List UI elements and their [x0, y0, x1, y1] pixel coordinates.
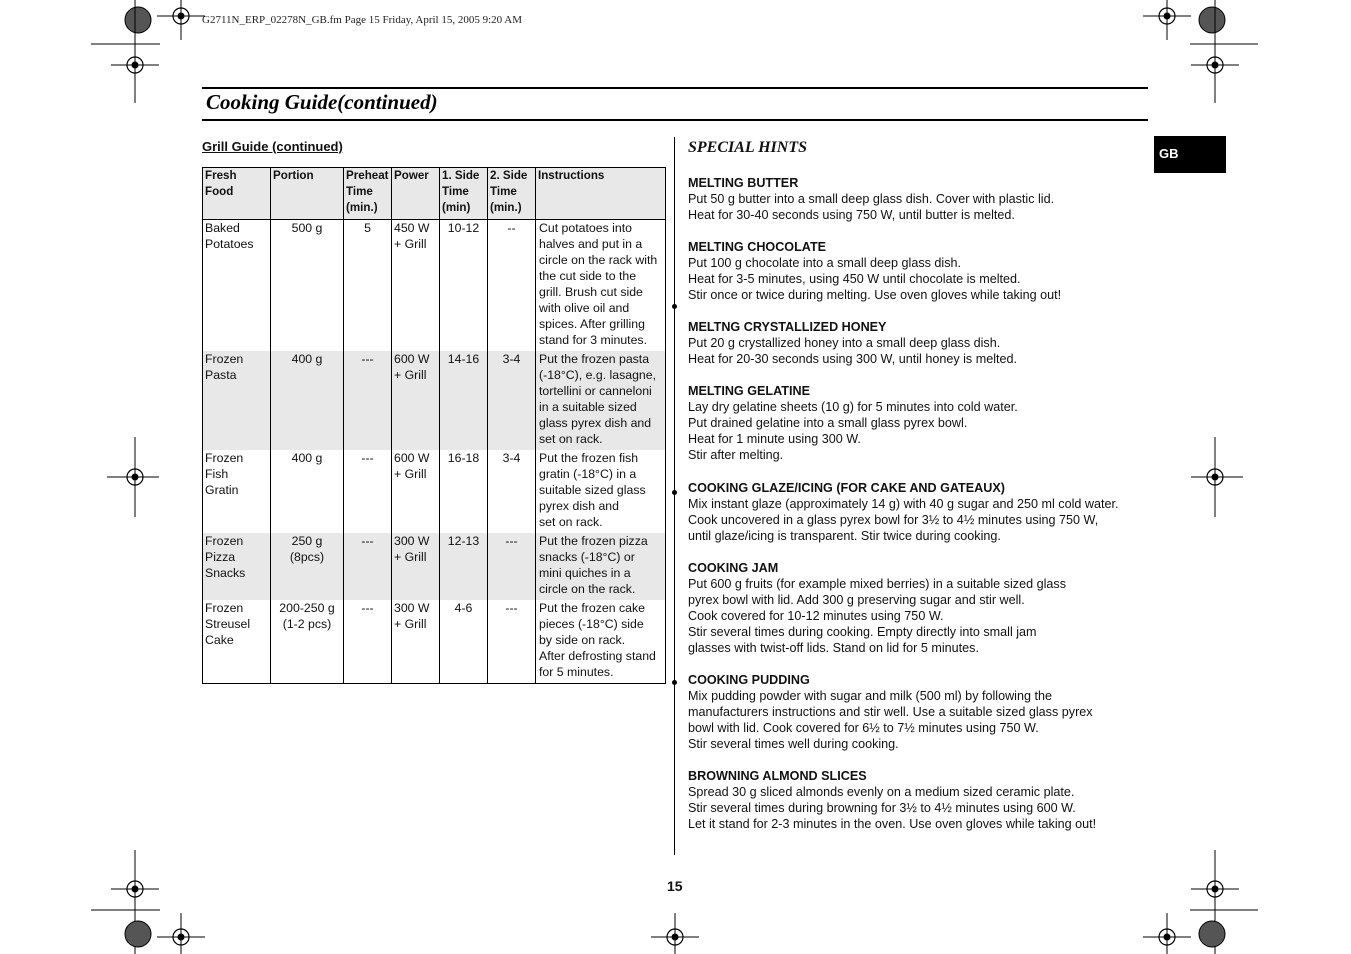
- cell-line: + Grill: [394, 367, 427, 382]
- cell-line: + Grill: [394, 549, 427, 564]
- cell-preheat: ---: [344, 533, 392, 600]
- cell-line: Put the frozen cake: [539, 600, 645, 615]
- registration-cross: [157, 913, 205, 954]
- hint-heading: COOKING PUDDING: [688, 673, 810, 687]
- cell-line: (1-2 pcs): [282, 616, 332, 631]
- hint-line: Mix instant glaze (approximately 14 g) with 40 g sugar and 250 ml cold water.: [688, 497, 1119, 511]
- cell-line: Frozen: [205, 351, 244, 366]
- cell-line: stand for 3 minutes.: [539, 333, 647, 347]
- cell-line: Frozen: [205, 450, 244, 465]
- column-header-line: Fresh: [205, 169, 237, 182]
- cell-line: + Grill: [394, 616, 427, 631]
- registration-rosette: [125, 921, 151, 947]
- language-tab: GB: [1154, 136, 1226, 173]
- cell-line: Put the frozen pasta: [539, 351, 650, 366]
- cell-line: (8pcs): [289, 549, 325, 564]
- cell-line: Pizza: [205, 549, 236, 564]
- hint-line: Put 50 g butter into a small deep glass dish. Cover with plastic lid.: [688, 192, 1055, 206]
- cell-line: Fish: [205, 466, 229, 481]
- cell-line: After defrosting stand: [539, 648, 656, 663]
- registration-rosette: [125, 7, 151, 33]
- hint-line: Cook uncovered in a glass pyrex bowl for 3½ to 4½ minutes using 750 W,: [688, 513, 1099, 527]
- cell-line: set on rack.: [539, 514, 603, 529]
- cell-line: + Grill: [394, 237, 427, 251]
- special-hints-title: SPECIAL HINTS: [688, 139, 807, 156]
- cell-line: suitable sized glass: [539, 482, 646, 497]
- page-title: Cooking Guide(continued): [206, 90, 438, 114]
- hint-line: Heat for 20-30 seconds using 300 W, until honey is melted.: [688, 352, 1018, 366]
- hint-line: pyrex bowl with lid. Add 300 g preserving sugar and stir well.: [688, 593, 1025, 607]
- cell-line: circle on the rack.: [539, 581, 636, 596]
- cell-line: Pasta: [205, 367, 237, 382]
- file-header: G2711N_ERP_02278N_GB.fm Page 15 Friday, April 15, 2005 9:20 AM: [202, 14, 523, 26]
- cell-line: 250 g: [291, 533, 323, 548]
- registration-cross: [1143, 913, 1191, 954]
- hint-line: Mix pudding powder with sugar and milk (500 ml) by following the: [688, 689, 1052, 703]
- registration-cross: [651, 913, 699, 954]
- cell-line: + Grill: [394, 466, 427, 481]
- hint-line: Stir several times during cooking. Empty directly into small jam: [688, 625, 1037, 639]
- cell-line: mini quiches in a: [539, 565, 631, 580]
- hint-line: Put drained gelatine into a small glass pyrex bowl.: [688, 416, 968, 430]
- column-header-line: Preheat: [346, 169, 389, 182]
- page-number: 15: [667, 878, 683, 894]
- cell-line: glass pyrex dish and: [539, 415, 652, 430]
- column-header-line: (min.): [346, 201, 378, 214]
- cell-line: 500 g: [291, 221, 323, 235]
- column-header-line: Power: [394, 169, 429, 182]
- hint-line: Heat for 1 minute using 300 W.: [688, 432, 861, 446]
- cell-line: Cut potatoes into: [539, 221, 632, 235]
- cell-line: Frozen: [205, 533, 244, 548]
- cell-side1: 12-13: [440, 533, 488, 600]
- cell-line: 300 W: [394, 600, 430, 615]
- hint-heading: COOKING GLAZE/ICING (FOR CAKE AND GATEAUX): [688, 481, 1005, 495]
- cell-line: tortellini or canneloni: [539, 383, 652, 398]
- grill-guide-title: Grill Guide (continued): [202, 139, 343, 154]
- cell-line: Snacks: [205, 565, 246, 580]
- cell-preheat: ---: [344, 450, 392, 533]
- hint-heading: MELTING CHOCOLATE: [688, 240, 827, 254]
- cell-line: spices. After grilling: [539, 317, 645, 331]
- cell-line: pyrex dish and: [539, 498, 619, 513]
- cell-line: gratin (-18°C) in a: [539, 466, 637, 481]
- cell-side1: 16-18: [440, 450, 488, 533]
- column-header-line: (min.): [490, 201, 522, 214]
- hint-line: bowl with lid. Cook covered for 6½ to 7½ minutes using 750 W.: [688, 721, 1039, 735]
- hint-line: Stir once or twice during melting. Use oven gloves while taking out!: [688, 288, 1062, 302]
- hint-heading: MELTING BUTTER: [688, 176, 799, 190]
- cell-side2: ---: [488, 533, 536, 600]
- cell-line: Baked: [205, 221, 240, 235]
- cell-line: 400 g: [291, 351, 323, 366]
- column-header-line: Time: [346, 185, 373, 198]
- column-header-line: 1. Side: [442, 169, 480, 182]
- registration-rosette: [1199, 921, 1225, 947]
- cell-line: 300 W: [394, 533, 430, 548]
- hint-heading: COOKING JAM: [688, 561, 779, 575]
- cell-line: set on rack.: [539, 431, 603, 446]
- cell-side1: 14-16: [440, 351, 488, 450]
- cell-line: the cut side to the: [539, 269, 637, 283]
- cell-side2: 3-4: [488, 351, 536, 450]
- cell-line: halves and put in a: [539, 237, 643, 251]
- cell-line: Cake: [205, 632, 234, 647]
- cell-line: grill. Brush cut side: [539, 285, 643, 299]
- column-header-line: Instructions: [538, 169, 605, 182]
- cell-preheat: ---: [344, 351, 392, 450]
- hint-line: Put 100 g chocolate into a small deep glass dish.: [688, 256, 962, 270]
- cell-line: 400 g: [291, 450, 323, 465]
- hint-line: Stir several times during browning for 3½ to 4½ minutes using 600 W.: [688, 801, 1076, 815]
- hint-line: Put 20 g crystallized honey into a small deep glass dish.: [688, 336, 1001, 350]
- hint-line: Cook covered for 10-12 minutes using 750 W.: [688, 609, 944, 623]
- hint-line: Lay dry gelatine sheets (10 g) for 5 minutes into cold water.: [688, 400, 1018, 414]
- cell-line: circle on the rack with: [539, 253, 658, 267]
- hint-line: Heat for 30-40 seconds using 750 W, until butter is melted.: [688, 208, 1015, 222]
- hint-heading: MELTNG CRYSTALLIZED HONEY: [688, 320, 887, 334]
- cell-line: Put the frozen pizza: [539, 533, 648, 548]
- cell-line: Streusel: [205, 616, 251, 631]
- cell-line: Frozen: [205, 600, 244, 615]
- cell-line: in a suitable sized: [539, 399, 637, 414]
- cell-preheat: ---: [344, 600, 392, 684]
- cell-side2: --: [488, 220, 536, 351]
- hint-heading: MELTING GELATINE: [688, 384, 810, 398]
- cell-line: (-18°C), e.g. lasagne,: [539, 367, 657, 382]
- registration-cross: [1143, 0, 1191, 40]
- cell-line: pieces (-18°C) side: [539, 616, 644, 631]
- cell-line: 200-250 g: [279, 600, 335, 615]
- cell-line: Gratin: [205, 482, 239, 497]
- cell-line: with olive oil and: [539, 301, 630, 315]
- column-header-line: 2. Side: [490, 169, 528, 182]
- column-header-line: (min): [442, 201, 471, 214]
- cell-side2: 3-4: [488, 450, 536, 533]
- hint-line: Put 600 g fruits (for example mixed berries) in a suitable sized glass: [688, 577, 1066, 591]
- cell-line: Put the frozen fish: [539, 450, 639, 465]
- cell-line: for 5 minutes.: [539, 664, 614, 679]
- registration-rosette: [1199, 7, 1225, 33]
- hint-line: Let it stand for 2-3 minutes in the oven. Use oven gloves while taking out!: [688, 817, 1097, 831]
- cell-side2: ---: [488, 600, 536, 684]
- column-header-line: Food: [205, 185, 234, 198]
- cell-line: 600 W: [394, 450, 430, 465]
- hint-line: until glaze/icing is transparent. Stir twice during cooking.: [688, 529, 1001, 543]
- hint-line: Stir after melting.: [688, 448, 784, 462]
- cell-side1: 4-6: [440, 600, 488, 684]
- cell-side1: 10-12: [440, 220, 488, 351]
- column-header-line: Time: [442, 185, 469, 198]
- hint-line: manufacturers instructions and stir well. Use a suitable sized glass pyrex: [688, 705, 1093, 719]
- hint-line: Spread 30 g sliced almonds evenly on a medium sized ceramic plate.: [688, 785, 1075, 799]
- cell-preheat: 5: [344, 220, 392, 351]
- cell-line: snacks (-18°C) or: [539, 549, 635, 564]
- hint-line: glasses with twist-off lids. Stand on lid for 5 minutes.: [688, 641, 979, 655]
- cell-line: 450 W: [394, 221, 430, 235]
- cell-line: by side on rack.: [539, 632, 626, 647]
- registration-cross: [157, 0, 205, 40]
- column-header-line: Time: [490, 185, 517, 198]
- column-header-line: Portion: [273, 169, 314, 182]
- cell-line: Potatoes: [205, 237, 254, 251]
- hint-line: Heat for 3-5 minutes, using 450 W until chocolate is melted.: [688, 272, 1021, 286]
- hint-heading: BROWNING ALMOND SLICES: [688, 769, 867, 783]
- hint-line: Stir several times well during cooking.: [688, 737, 899, 751]
- cell-line: 600 W: [394, 351, 430, 366]
